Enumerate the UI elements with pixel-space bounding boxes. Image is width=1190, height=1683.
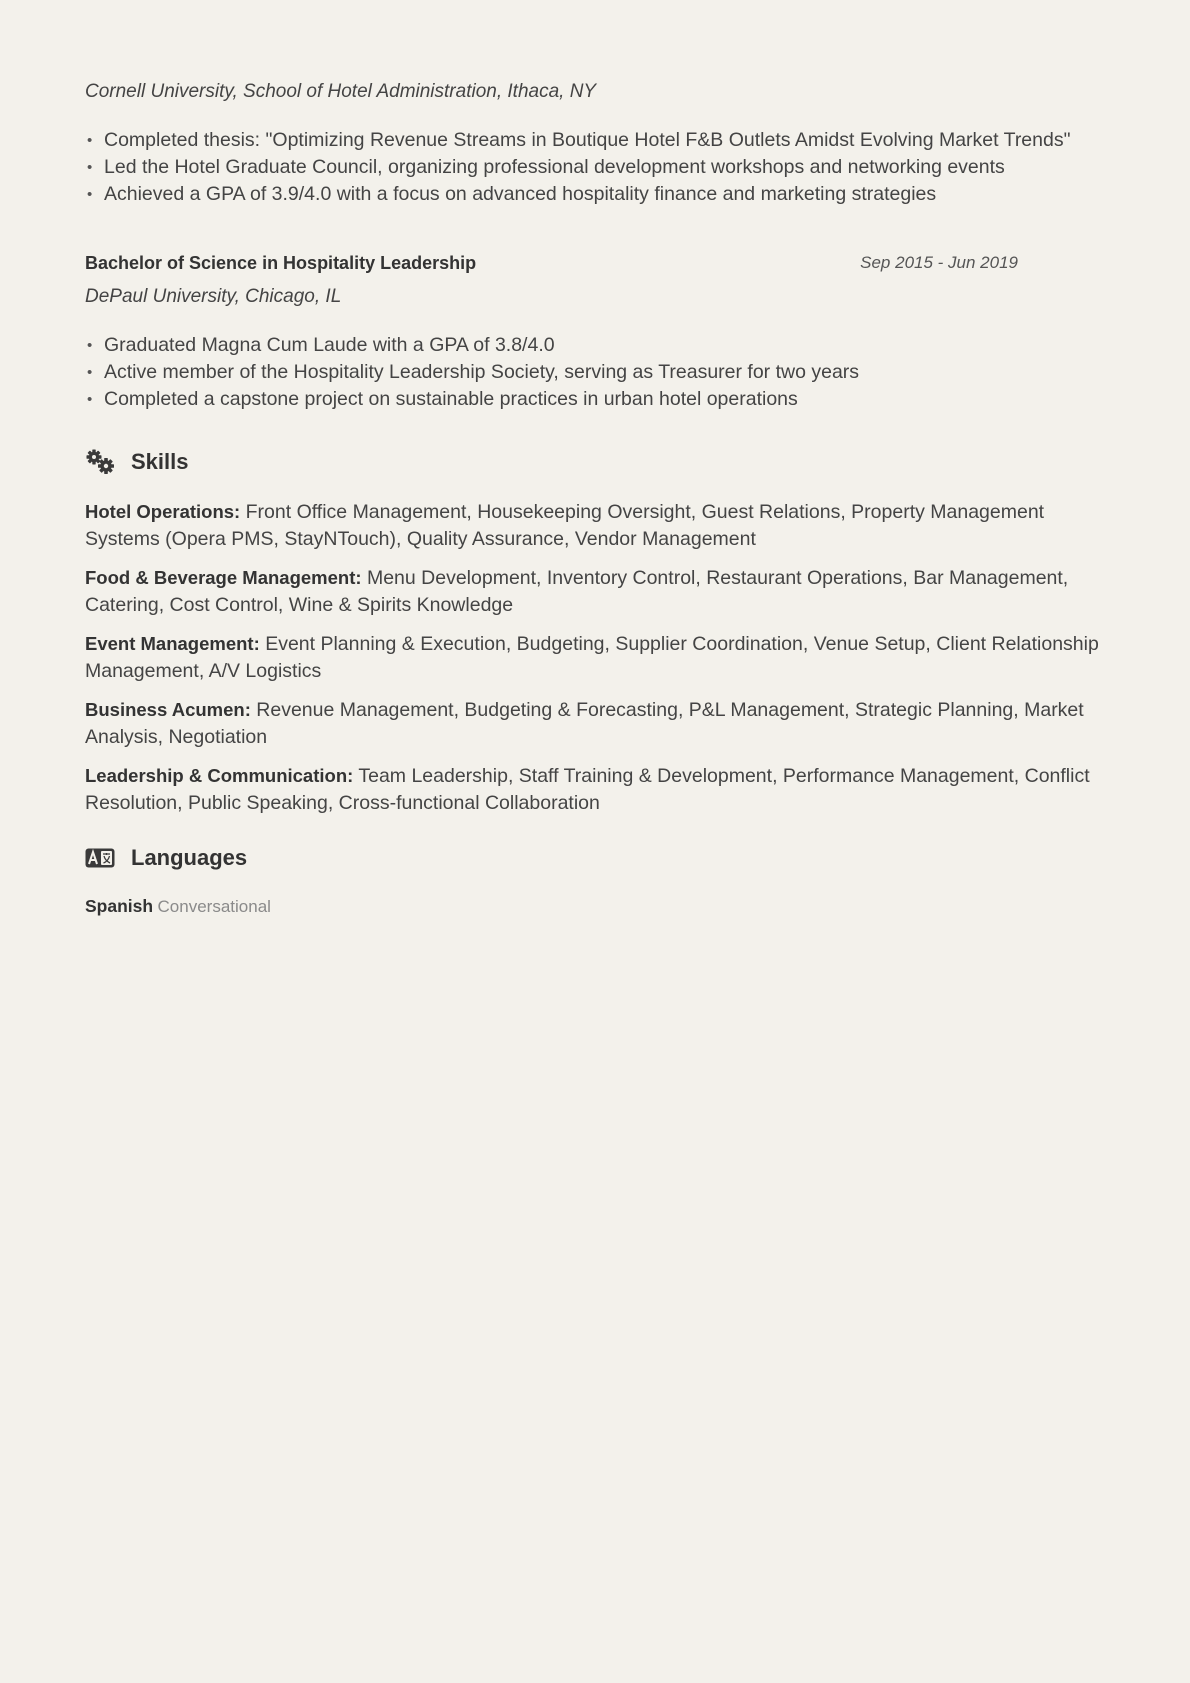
list-item: • Completed thesis: "Optimizing Revenue Streams in Boutique Hotel F&B Outlets Amidst Evolving Market Trends": [85, 127, 1075, 154]
skill-category: Leadership & Communication:: [85, 765, 354, 786]
skills-header: [85, 447, 188, 477]
skill-item: [85, 498, 1115, 553]
skills-list: [85, 498, 1115, 817]
skill-item: [85, 564, 1115, 619]
degree-row: [85, 250, 1105, 276]
languages-header: [85, 843, 247, 873]
list-item: • Led the Hotel Graduate Council, organizing professional development workshops and networking events: [85, 154, 1075, 181]
skill-item: [85, 630, 1115, 685]
skill-text: Front Office Management, Housekeeping Oversight, Guest Relations, Property Management Systems (Opera PMS, StayNTouch), Quality Assurance, Vendor Management: [85, 501, 1045, 550]
skill-category: Event Management:: [85, 633, 260, 654]
language-level: Conversational: [157, 897, 271, 916]
cornell-bullet-list: [85, 127, 1075, 208]
skill-category: Hotel Operations:: [85, 501, 241, 522]
list-item: • Completed a capstone project on sustainable practices in urban hotel operations: [85, 386, 1075, 413]
skill-text: Revenue Management, Budgeting & Forecasting, P&L Management, Strategic Planning, Market Analysis, Negotiation: [85, 699, 1084, 748]
skill-item: [85, 762, 1115, 817]
languages-title: Languages: [131, 845, 248, 870]
institution-depaul: DePaul University, Chicago, IL: [85, 286, 342, 307]
degree-dates: Sep 2015 - Jun 2019: [860, 253, 1018, 272]
language-item: [85, 896, 271, 917]
gears-icon: [85, 449, 115, 475]
skill-text: Event Planning & Execution, Budgeting, Supplier Coordination, Venue Setup, Client Relationship Management, A/V Logistics: [85, 633, 1099, 682]
depaul-bullet-list: [85, 332, 1075, 413]
list-item: • Achieved a GPA of 3.9/4.0 with a focus on advanced hospitality finance and marketing strategies: [85, 181, 1075, 208]
language-icon: [85, 848, 115, 868]
skill-item: [85, 696, 1115, 751]
skill-category: Food & Beverage Management:: [85, 567, 362, 588]
skill-text: Menu Development, Inventory Control, Restaurant Operations, Bar Management, Catering, Cost Control, Wine & Spirits Knowledge: [85, 567, 1069, 616]
list-item: • Graduated Magna Cum Laude with a GPA of 3.8/4.0: [85, 332, 1075, 359]
language-name: Spanish: [85, 896, 154, 916]
skill-category: Business Acumen:: [85, 699, 251, 720]
skill-text: Team Leadership, Staff Training & Development, Performance Management, Conflict Resolution, Public Speaking, Cross-functional Collaboration: [85, 765, 1090, 814]
institution-cornell: Cornell University, School of Hotel Administration, Ithaca, NY: [85, 81, 597, 102]
list-item: • Active member of the Hospitality Leadership Society, serving as Treasurer for two years: [85, 359, 1075, 386]
degree-title: Bachelor of Science in Hospitality Leadership: [85, 253, 477, 273]
skills-title: Skills: [131, 449, 189, 474]
